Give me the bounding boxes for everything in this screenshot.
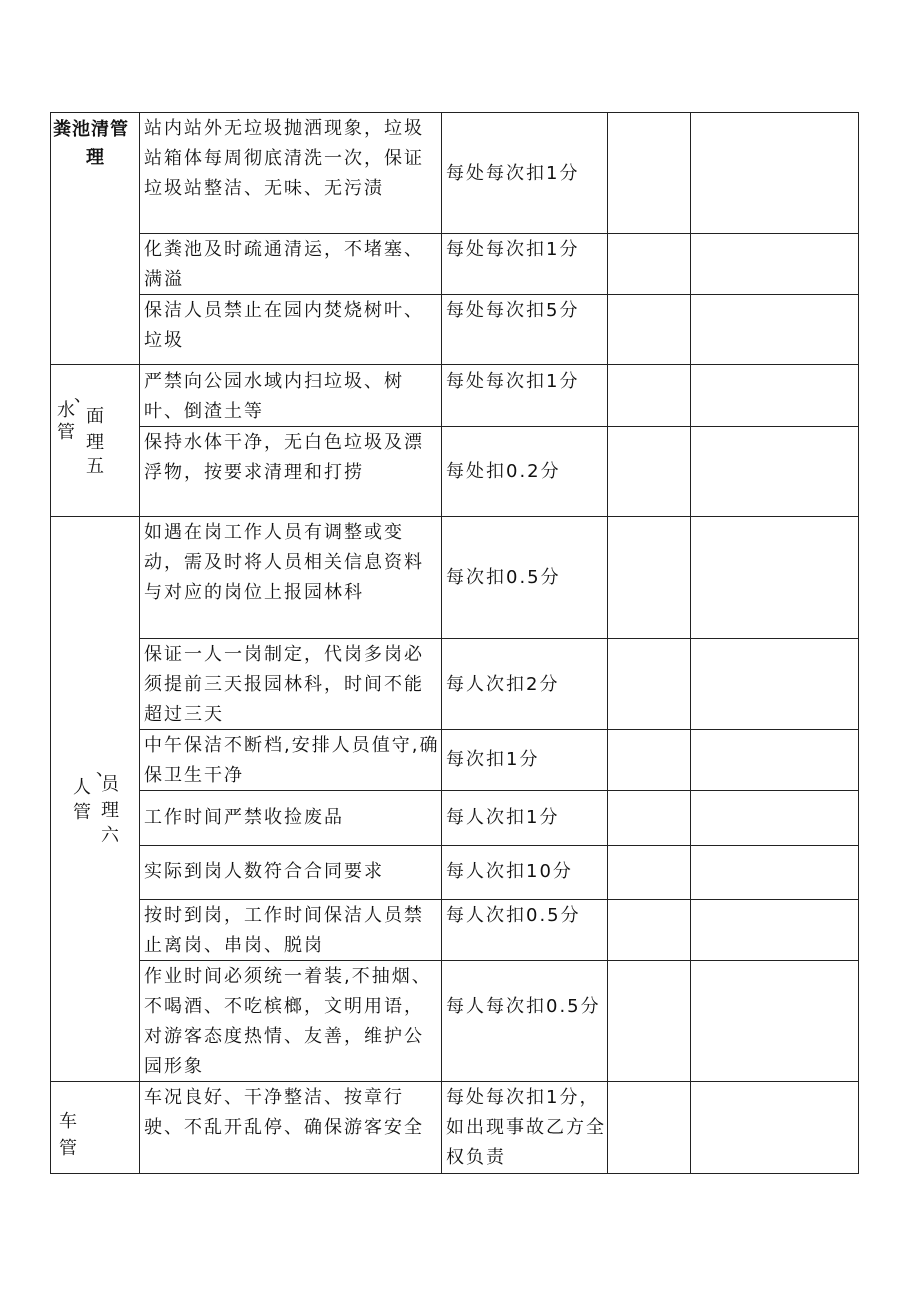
requirement-text: 中午保洁不断档,安排人员值守,确保卫生干净	[144, 735, 440, 786]
row-divider	[139, 899, 859, 900]
category-label: 理	[86, 147, 105, 168]
category-fragment: 员	[101, 774, 121, 795]
category-label: 粪池清管	[53, 119, 129, 140]
row-divider	[139, 233, 859, 234]
requirement-text: 实际到岗人数符合合同要求	[144, 861, 384, 882]
category-fragment: 、	[74, 385, 94, 406]
category-fragment: 水	[57, 400, 77, 421]
category-fragment: 人	[73, 777, 93, 798]
deduction-text: 每处每次扣5分	[446, 300, 580, 321]
requirement-text: 保持水体干净，无白色垃圾及漂浮物，按要求清理和打捞	[144, 432, 424, 483]
category-fragment: 五	[86, 456, 106, 477]
table-border-right	[858, 112, 859, 1174]
row-divider	[139, 638, 859, 639]
table-border-left	[50, 112, 51, 1174]
column-divider	[139, 112, 140, 1174]
table-border-top	[50, 112, 859, 113]
deduction-text: 每人每次扣0.5分	[446, 996, 601, 1017]
deduction-text: 每处每次扣1分	[446, 163, 580, 184]
category-fragment: 面	[86, 406, 106, 427]
deduction-text: 每人次扣1分	[446, 807, 560, 828]
category-fragment: 六	[101, 825, 121, 846]
column-divider	[690, 112, 691, 1174]
requirement-text: 站内站外无垃圾抛洒现象，垃圾站箱体每周彻底清洗一次，保证垃圾站整洁、无味、无污渍	[144, 118, 424, 199]
requirement-text: 车况良好、干净整洁、按章行驶、不乱开乱停、确保游客安全	[144, 1087, 424, 1138]
category-fragment: 理	[101, 800, 121, 821]
deduction-text: 每处每次扣1分	[446, 239, 580, 260]
deduction-text: 每人次扣10分	[446, 861, 573, 882]
deduction-text: 每处扣0.2分	[446, 461, 561, 482]
requirement-text: 化粪池及时疏通清运，不堵塞、满溢	[144, 239, 424, 290]
category-fragment: 管	[57, 422, 77, 443]
row-divider	[139, 845, 859, 846]
requirement-text: 保洁人员禁止在园内焚烧树叶、垃圾	[144, 300, 424, 351]
section-divider	[50, 364, 859, 365]
requirement-text: 工作时间严禁收捡废品	[144, 807, 344, 828]
table-border-bottom	[50, 1173, 859, 1174]
category-label: 车	[59, 1111, 79, 1132]
deduction-text: 每次扣1分	[446, 749, 540, 770]
requirement-text: 如遇在岗工作人员有调整或变动，需及时将人员相关信息资料与对应的岗位上报园林科	[144, 522, 424, 603]
deduction-text: 每人次扣0.5分	[446, 905, 581, 926]
requirement-text: 按时到岗，工作时间保洁人员禁止离岗、串岗、脱岗	[144, 905, 424, 956]
requirement-text: 作业时间必须统一着装,不抽烟、不喝酒、不吃槟榔，文明用语，对游客态度热情、友善，维护公园形象	[144, 966, 432, 1077]
requirement-text: 保证一人一岗制定，代岗多岗必须提前三天报园林科，时间不能超过三天	[144, 644, 424, 725]
category-fragment: 管	[73, 802, 93, 823]
deduction-text: 每人次扣2分	[446, 674, 560, 695]
category-fragment: 理	[86, 432, 106, 453]
deduction-text: 每次扣0.5分	[446, 567, 561, 588]
category-label: 管	[59, 1138, 79, 1159]
requirement-text: 严禁向公园水域内扫垃圾、树叶、倒渣土等	[144, 371, 404, 422]
section-divider	[50, 516, 859, 517]
deduction-text: 每处每次扣1分	[446, 371, 580, 392]
column-divider	[441, 112, 442, 1174]
deduction-text: 每处每次扣1分，如出现事故乙方全权负责	[446, 1087, 606, 1168]
category-fragment: 、	[96, 759, 116, 780]
